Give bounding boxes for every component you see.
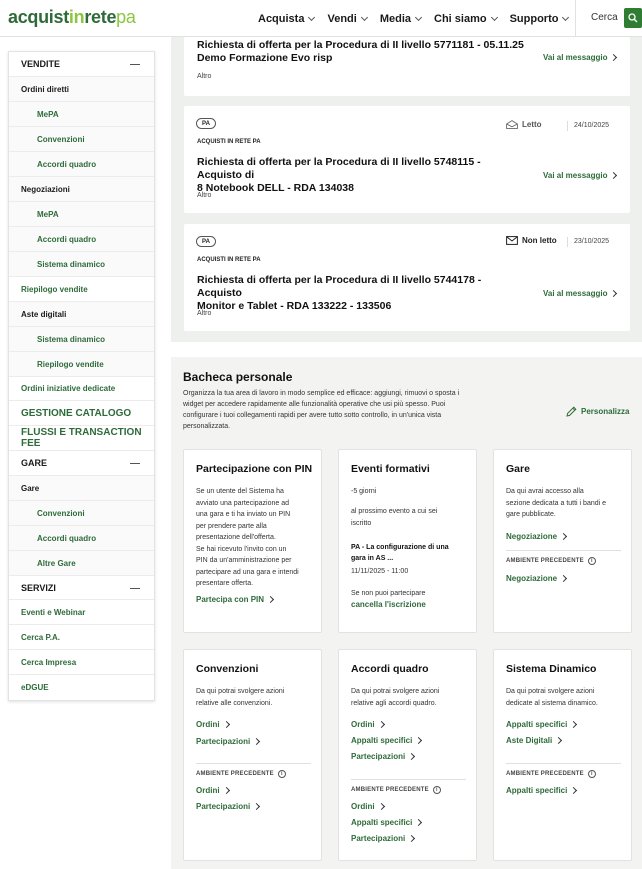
sidebar-section-flussi[interactable]: FLUSSI E TRANSACTION FEE [9, 426, 154, 451]
message-card[interactable] [184, 224, 630, 331]
sidebar-item-altre-gare[interactable]: Altre Gare [9, 551, 154, 576]
message-link[interactable]: Vai al messaggio [543, 53, 616, 62]
chevron-right-icon [223, 787, 230, 794]
message-category: Altro [197, 310, 212, 317]
message-category: Altro [197, 73, 212, 80]
sidebar-section-gare[interactable]: GARE [9, 451, 154, 476]
logo[interactable]: acquistinretepa [8, 7, 136, 27]
chevron-right-icon [570, 787, 577, 794]
sidebar-item-mepa-neg[interactable]: MePA [9, 202, 154, 227]
aste-digitali-link[interactable]: Aste Digitali [506, 736, 561, 745]
sidebar-item-cerca-impresa[interactable]: Cerca Impresa [9, 650, 154, 675]
info-icon[interactable]: i [588, 557, 596, 565]
chevron-right-icon [267, 596, 274, 603]
minus-icon [130, 64, 140, 65]
chevron-down-icon [308, 13, 315, 20]
message-source: ACQUISTI IN RETE PA [197, 257, 261, 263]
sidebar-item-ordini-iniziative[interactable]: Ordini iniziative dedicate [9, 377, 154, 401]
event-countdown: -5 giorni [351, 488, 377, 495]
chevron-down-icon [415, 13, 422, 20]
message-tag: PA [196, 236, 216, 247]
widget-text: Da qui potrai svolgere azioni dedicate al sistema dinamico. [506, 688, 598, 707]
sidebar-item-accordi-quadro[interactable]: Accordi quadro [9, 152, 154, 177]
chevron-down-icon [562, 13, 569, 20]
chevron-right-icon [570, 721, 577, 728]
pencil-icon [566, 406, 577, 417]
sidebar-section-gestione-catalogo[interactable]: GESTIONE CATALOGO [9, 401, 154, 426]
nav-vendi[interactable]: Vendi [327, 13, 366, 25]
nav-supporto[interactable]: Supporto [510, 13, 569, 25]
partecipazioni-prev-link[interactable]: Partecipazioni [351, 834, 414, 843]
partecipa-pin-link[interactable]: Partecipa con PIN [196, 595, 273, 604]
ambiente-precedente-label: AMBIENTE PRECEDENTE i [196, 770, 286, 778]
event-datetime: 11/11/2025 - 11:00 [351, 568, 409, 575]
ordini-link[interactable]: Ordini [196, 720, 229, 729]
message-title-line: Richiesta di offerta per la Procedura di II livello 5748115 - Acquisto di [197, 156, 481, 181]
chevron-right-icon [378, 721, 385, 728]
chevron-right-icon [610, 172, 617, 179]
info-icon[interactable]: i [588, 770, 596, 778]
ordini-link[interactable]: Ordini [351, 720, 384, 729]
chevron-right-icon [408, 753, 415, 760]
sidebar-item-riepilogo-vendite[interactable]: Riepilogo vendite [9, 277, 154, 302]
search-icon [628, 13, 638, 23]
ordini-prev-link[interactable]: Ordini [351, 802, 384, 811]
widget-convenzioni: Convenzioni Da qui potrai svolgere azioni relative alle convenzioni. Ordini Partecipazioni AMBIENTE PRECEDENTE i Ordini Partecipazioni [183, 649, 322, 861]
partecipazioni-prev-link[interactable]: Partecipazioni [196, 802, 259, 811]
sidebar-item-gare-convenzioni[interactable]: Convenzioni [9, 501, 154, 526]
chevron-right-icon [253, 738, 260, 745]
message-link[interactable]: Vai al messaggio [543, 171, 616, 180]
widget-partecipazione-pin: Partecipazione con PIN Se un utente del Sistema ha avviato una partecipazione ad una gara e ti ha inviato un PIN per prendere parte alla presentazione dell'offerta. Se hai ricevuto l'invito con un PIN da un'amministrazione per partecipare ad una gara e intendi presentare offerta. Partecipa con PIN [183, 449, 322, 633]
widget-text: Se non puoi partecipare [351, 590, 426, 597]
sidebar-item-gare[interactable]: Gare [9, 476, 154, 501]
sidebar-item-mepa[interactable]: MePA [9, 102, 154, 127]
message-card[interactable] [184, 37, 630, 96]
message-link[interactable]: Vai al messaggio [543, 289, 616, 298]
search-label[interactable]: Cerca [591, 12, 618, 23]
chevron-right-icon [560, 575, 567, 582]
messages-area [171, 37, 642, 342]
cancel-registration-link[interactable]: cancella l'iscrizione [351, 600, 426, 609]
negoziazione-link[interactable]: Negoziazione [506, 532, 566, 541]
ambiente-precedente-label: AMBIENTE PRECEDENTE i [506, 770, 596, 778]
appalti-specifici-prev-link[interactable]: Appalti specifici [351, 818, 421, 827]
search-button[interactable] [624, 8, 642, 28]
message-date: 24/10/2025 [574, 122, 610, 129]
chevron-right-icon [223, 721, 230, 728]
sidebar-section-vendite[interactable]: VENDITE [9, 52, 154, 77]
chevron-down-icon [361, 13, 368, 20]
nav-media[interactable]: Media [380, 13, 421, 25]
chevron-right-icon [408, 835, 415, 842]
sidebar-item-cerca-pa[interactable]: Cerca P.A. [9, 625, 154, 650]
section-description: Organizza la tua area di lavoro in modo semplice ed efficace: aggiungi, rimuovi o sposta i widget per accedere rapidamente alle funzionalità operative che usi più spesso. Puoi configurare i tuoi collegamenti rapidi per avere tutto sotto controllo, in un'unica vista personalizzata. [183, 390, 460, 430]
envelope-open-icon [506, 120, 518, 129]
minus-icon [130, 588, 140, 589]
widget-text: Se un utente del Sistema ha avviato una partecipazione ad una gara e ti ha inviato un PIN per prendere parte alla presentazione dell'offerta. Se hai ricevuto l'invito con un PIN da un'amministrazione per partecipare ad una gara e intendi presentare offerta. [196, 488, 299, 587]
chevron-right-icon [555, 737, 562, 744]
widget-gare: Gare Da qui avrai accesso alla sezione dedicata a tutti i bandi e gare pubblicate. Negoziazione AMBIENTE PRECEDENTE i Negoziazione [493, 449, 632, 633]
top-header [0, 0, 642, 37]
sidebar-section-servizi[interactable]: SERVIZI [9, 576, 154, 600]
sidebar-item-sistema-dinamico[interactable]: Sistema dinamico [9, 252, 154, 277]
chevron-right-icon [610, 54, 617, 61]
chevron-right-icon [378, 803, 385, 810]
sidebar-item-ordini-diretti[interactable]: Ordini diretti [9, 77, 154, 102]
sidebar-item-negoziazioni[interactable]: Negoziazioni [9, 177, 154, 202]
sidebar-item-accordi-quadro-neg[interactable]: Accordi quadro [9, 227, 154, 252]
message-date: 23/10/2025 [574, 238, 610, 245]
sidebar-item-aste-digitali[interactable]: Aste digitali [9, 302, 154, 327]
sidebar-item-eventi[interactable]: Eventi e Webinar [9, 600, 154, 625]
event-title[interactable]: PA - La configurazione di una gara in AS ... [351, 544, 449, 562]
bacheca-personale [171, 357, 642, 869]
minus-icon [130, 463, 140, 464]
info-icon[interactable]: i [278, 770, 286, 778]
partecipazioni-link[interactable]: Partecipazioni [351, 752, 414, 761]
widget-text: al prossimo evento a cui sei iscritto [351, 508, 438, 527]
widget-sistema-dinamico: Sistema Dinamico Da qui potrai svolgere azioni dedicate al sistema dinamico. Appalti specifici Aste Digitali AMBIENTE PRECEDENTE i Appalti specifici [493, 649, 632, 861]
sidebar-item-edgue[interactable]: eDGUE [21, 683, 49, 692]
message-status: Non letto [506, 236, 557, 245]
main-nav [258, 0, 568, 37]
chevron-right-icon [415, 819, 422, 826]
sidebar-item-sistema-dinamico-aste[interactable]: Sistema dinamico [9, 327, 154, 352]
nav-chi-siamo[interactable]: Chi siamo [434, 13, 497, 25]
widget-text: Da qui potrai svolgere azioni relative alle convenzioni. [196, 688, 285, 707]
message-title-line: Richiesta di offerta per la Procedura di II livello 5771181 - 05.11.25 [197, 39, 524, 51]
widget-eventi-formativi: Eventi formativi -5 giorni al prossimo evento a cui sei iscritto PA - La configurazione di una gara in AS ... 11/11/2025 - 11:00 Se non puoi partecipare cancella l'iscrizione [338, 449, 477, 633]
message-category: Altro [197, 192, 212, 199]
message-title-line: Richiesta di offerta per la Procedura di II livello 5744178 - Acquisto [197, 274, 482, 299]
message-source: ACQUISTI IN RETE PA [197, 139, 261, 145]
ambiente-precedente-label: AMBIENTE PRECEDENTE i [351, 786, 441, 794]
appalti-specifici-link[interactable]: Appalti specifici [351, 736, 421, 745]
message-title-line: Demo Formazione Evo risp [197, 52, 333, 64]
sidebar-item-gare-accordi-quadro[interactable]: Accordi quadro [9, 526, 154, 551]
sidebar [8, 51, 155, 701]
appalti-specifici-link[interactable]: Appalti specifici [506, 720, 576, 729]
ordini-prev-link[interactable]: Ordini [196, 786, 229, 795]
message-title-line: Monitor e Tablet - RDA 133222 - 133506 [197, 300, 392, 312]
appalti-specifici-prev-link[interactable]: Appalti specifici [506, 786, 576, 795]
message-tag: PA [196, 118, 216, 129]
widget-text: Da qui avrai accesso alla sezione dedicata a tutti i bandi e gare pubblicate. [506, 488, 607, 518]
negoziazione-prev-link[interactable]: Negoziazione [506, 574, 566, 583]
widget-text: Da qui potrai svolgere azioni relative agli accordi quadro. [351, 688, 440, 707]
sidebar-item-convenzioni[interactable]: Convenzioni [9, 127, 154, 152]
info-icon[interactable]: i [433, 786, 441, 794]
chevron-right-icon [415, 737, 422, 744]
partecipazioni-link[interactable]: Partecipazioni [196, 737, 259, 746]
widget-accordi-quadro: Accordi quadro Da qui potrai svolgere azioni relative agli accordi quadro. Ordini Appalti specifici Partecipazioni AMBIENTE PRECEDENTE i Ordini Appalti specifici Partecipazioni [338, 649, 477, 861]
chevron-right-icon [610, 290, 617, 297]
sidebar-item-riepilogo-vendite-aste[interactable]: Riepilogo vendite [9, 352, 154, 377]
message-title-line: 8 Notebook DELL - RDA 134038 [197, 182, 354, 194]
personalizza-button[interactable]: Personalizza [566, 406, 629, 417]
message-status: Letto [506, 120, 542, 129]
chevron-right-icon [560, 533, 567, 540]
envelope-icon [506, 236, 518, 245]
section-title: Bacheca personale [183, 370, 293, 384]
message-card[interactable] [184, 106, 630, 213]
chevron-down-icon [491, 13, 498, 20]
nav-acquista[interactable]: Acquista [258, 13, 314, 25]
chevron-right-icon [253, 803, 260, 810]
header-divider [575, 0, 576, 37]
ambiente-precedente-label: AMBIENTE PRECEDENTE i [506, 557, 596, 565]
